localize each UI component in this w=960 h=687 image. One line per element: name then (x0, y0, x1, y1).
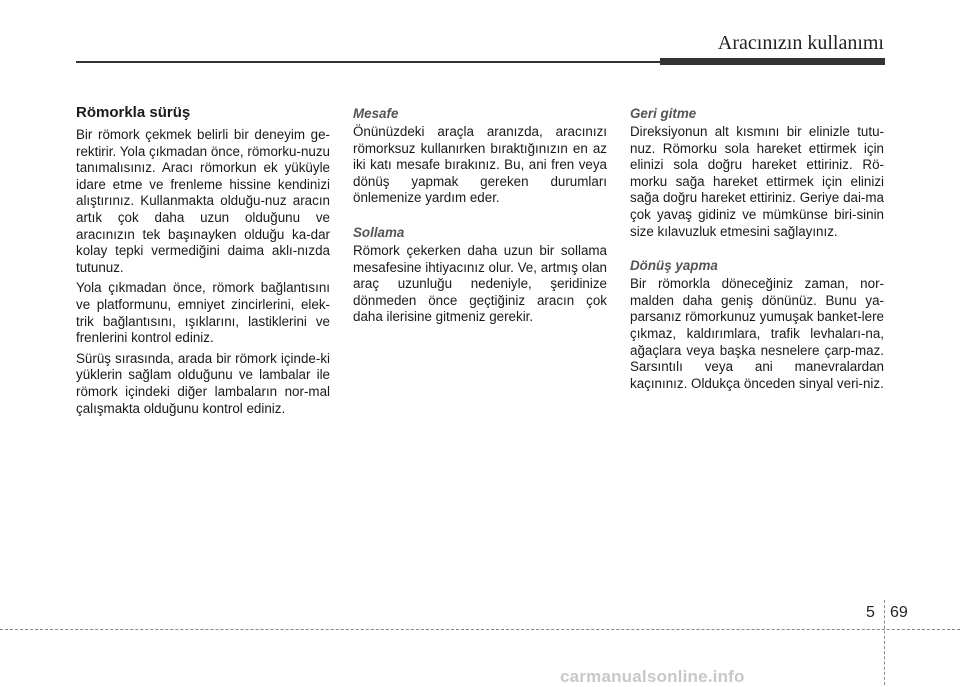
header-rule (76, 61, 660, 63)
paragraph: Römork çekerken daha uzun bir sollama mesafesine ihtiyacınız olur. Ve, artmış olan araç uzunluğu nedeniyle, şeridinize dönmeden önce geçtiğiniz aracın çok daha ilerisine gitmeniz gerekir. (353, 242, 607, 325)
chapter-number: 5 (866, 604, 875, 621)
subheading-reversing: Geri gitme (630, 106, 697, 121)
page-number-divider (884, 600, 885, 685)
watermark: carmanualsonline.info (560, 667, 745, 686)
section-header-title: Aracınızın kullanımı (717, 32, 884, 54)
column-2 (353, 106, 607, 330)
subheading-overtaking: Sollama (353, 224, 405, 240)
paragraph: Bir römork çekmek belirli bir deneyim ge-rektirir. Yola çıkmadan önce, römorku-nuzu tanımalısınız. Aracı römorkun ek yüküyle idare etme ve frenleme hissine kendinizi alıştırınız. Kullanmakta olduğu-nuz aracın artık çok daha uzun olduğunu ve aracınızın tek başınayken olduğu ka-dar kolay tepki vermediğini daima aklı-nızda tutunuz. (76, 127, 330, 275)
paragraph: Sürüş sırasında, arada bir römork içinde-ki yüklerin sağlam olduğunu ve lambalar ile römork içindeki diğer lambaların nor-mal çalışmakta olduğunu kontrol ediniz. (76, 350, 330, 416)
footer-dashed-rule (0, 629, 960, 630)
subheading-turning: Dönüş yapma (630, 258, 718, 274)
page-number: 69 (890, 604, 908, 621)
subheading-distance: Mesafe (353, 106, 399, 121)
section-heading-towing: Römorkla sürüş (76, 104, 191, 121)
column-1 (76, 104, 330, 421)
paragraph: Önünüzdeki araçla aranızda, aracınızı römorksuz kullanırken bıraktığınızın en az iki katı mesafe bırakınız. Bu, ani fren veya dönüş yapmak gereken durumları önlemenize yardım eder. (353, 124, 607, 206)
column-3 (630, 106, 884, 396)
paragraph: Yola çıkmadan önce, römork bağlantısını ve platformunu, emniyet zincirlerini, elek-trik bağlantısını, ışıklarını, lastiklerini ve frenlerini kontrol ediniz. (76, 280, 330, 346)
paragraph: Bir römorkla döneceğiniz zaman, nor-malden daha geniş dönünüz. Bunu ya-parsanız römorkunuz yumuşak banket-lere çıkmaz, kaldırımlara, trafik levhaları-na, ağaçlara veya başka nesnelere çarp-maz. Sarsıntılı veya ani manevralardan kaçınınız. Oldukça önceden sinyal veri-niz. (630, 276, 884, 391)
header-rule-thick (660, 58, 885, 65)
paragraph: Direksiyonun alt kısmını bir elinizle tutu-nuz. Römorku sola hareket ettirmek için elinizi sola doğru hareket ettiriniz. Rö-morku sağa hareket ettirmek için elinizi sağa doğru hareket ettiriniz. Geriye dai-ma çok yavaş gidiniz ve mümkünse biri-sinin size kılavuzluk etmesini sağlayınız. (630, 124, 884, 239)
